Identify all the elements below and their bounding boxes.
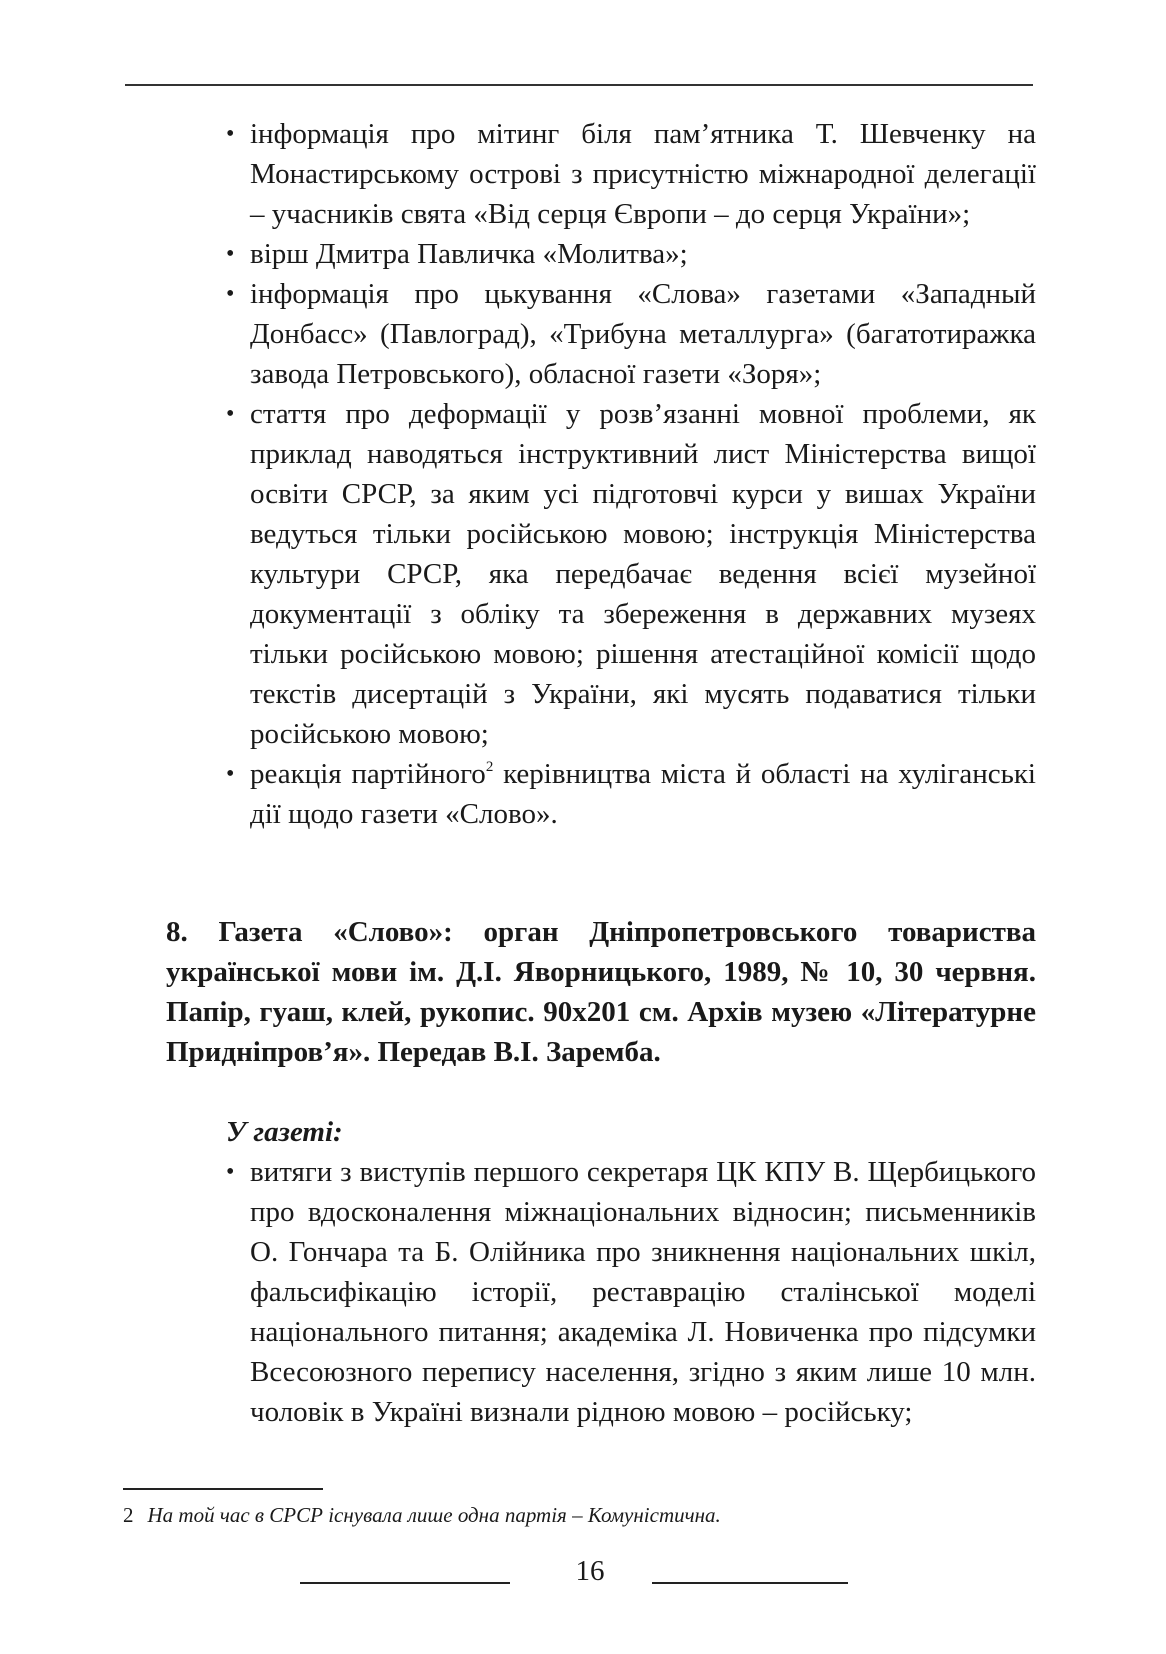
list-item [228,1152,1036,1432]
list-item [228,394,1036,754]
list-item-text: вірш Дмитра Павличка «Молитва»; [250,238,688,270]
list-item [228,114,1036,234]
page-number-row [300,1551,850,1591]
page-number-rule-right [652,1582,848,1584]
footnote-rule [123,1488,323,1490]
bullet-icon: • [226,121,235,147]
footnote-ref: 2 [485,759,494,775]
list-item-text: керівництва міста й області на хуліганські дії щодо газети «Слово». [250,758,1036,830]
list-item-text: реакція партійного [250,758,486,790]
list-item [228,234,1036,274]
list-item [228,754,1036,834]
subheading: У газеті: [226,1116,343,1148]
page-number-rule-left [300,1582,510,1584]
list-item-text: стаття про деформації у розв’язанні мовної проблеми, як приклад наводяться інструктивний лист Міністерства вищої освіти СРСР, за яким усі підготовчі курси у вишах України ведуться тільки російською мовою; інструкція Міністерства культури СРСР, яка передбачає ведення всієї музейної документації з обліку та збереження в державних музеях тільки російською мовою; рішення атестаційної комісії щодо текстів дисертацій з України, які мусять подаватися тільки російською мовою; [250,398,1036,750]
list-item [228,274,1036,394]
list-item-text: інформація про мітинг біля пам’ятника Т. Шевченку на Монастирському острові з присутністю міжнародної делегації – учасників свята «Від серця Європи – до серця України»; [250,118,1036,230]
bullet-list-1 [228,114,1036,834]
footnote [123,1500,1023,1530]
footnote-number: 2 [123,1503,134,1527]
page-number: 16 [575,1555,605,1587]
bullet-icon: • [226,281,235,307]
footnote-text: На той час в СРСР існувала лише одна партія – Комуністична. [147,1503,721,1527]
bullet-icon: • [226,401,235,427]
top-rule [125,84,1033,86]
list-item-text: витяги з виступів першого секретаря ЦК КПУ В. Щербицького про вдосконалення міжнаціональних відносин; письменників О. Гончара та Б. Олійника про зникнення національних шкіл, фальсифікацію історії, реставрацію сталінської моделі національного питання; академіка Л. Новиченка про підсумки Всесоюзного перепису населення, згідно з яким лише 10 млн. чоловік в Україні визнали рідною мовою – російську; [250,1156,1036,1428]
bullet-icon: • [226,241,235,267]
bullet-icon: • [226,1159,235,1185]
list-item-text: інформація про цькування «Слова» газетами «Западный Донбасс» (Павлоград), «Трибуна металлурга» (багатотиражка завода Петровського), обласної газети «Зоря»; [250,278,1036,390]
section-heading: 8. Газета «Слово»: орган Дніпропетровського товариства української мови ім. Д.І. Яворницького, 1989, № 10, 30 червня. Папір, гуаш, клей, рукопис. 90х201 см. Архів музею «Літературне Придніпров’я». Передав В.І. Заремба. [166,916,1036,1068]
bullet-list-2 [228,1152,1036,1432]
bullet-icon: • [226,761,235,787]
